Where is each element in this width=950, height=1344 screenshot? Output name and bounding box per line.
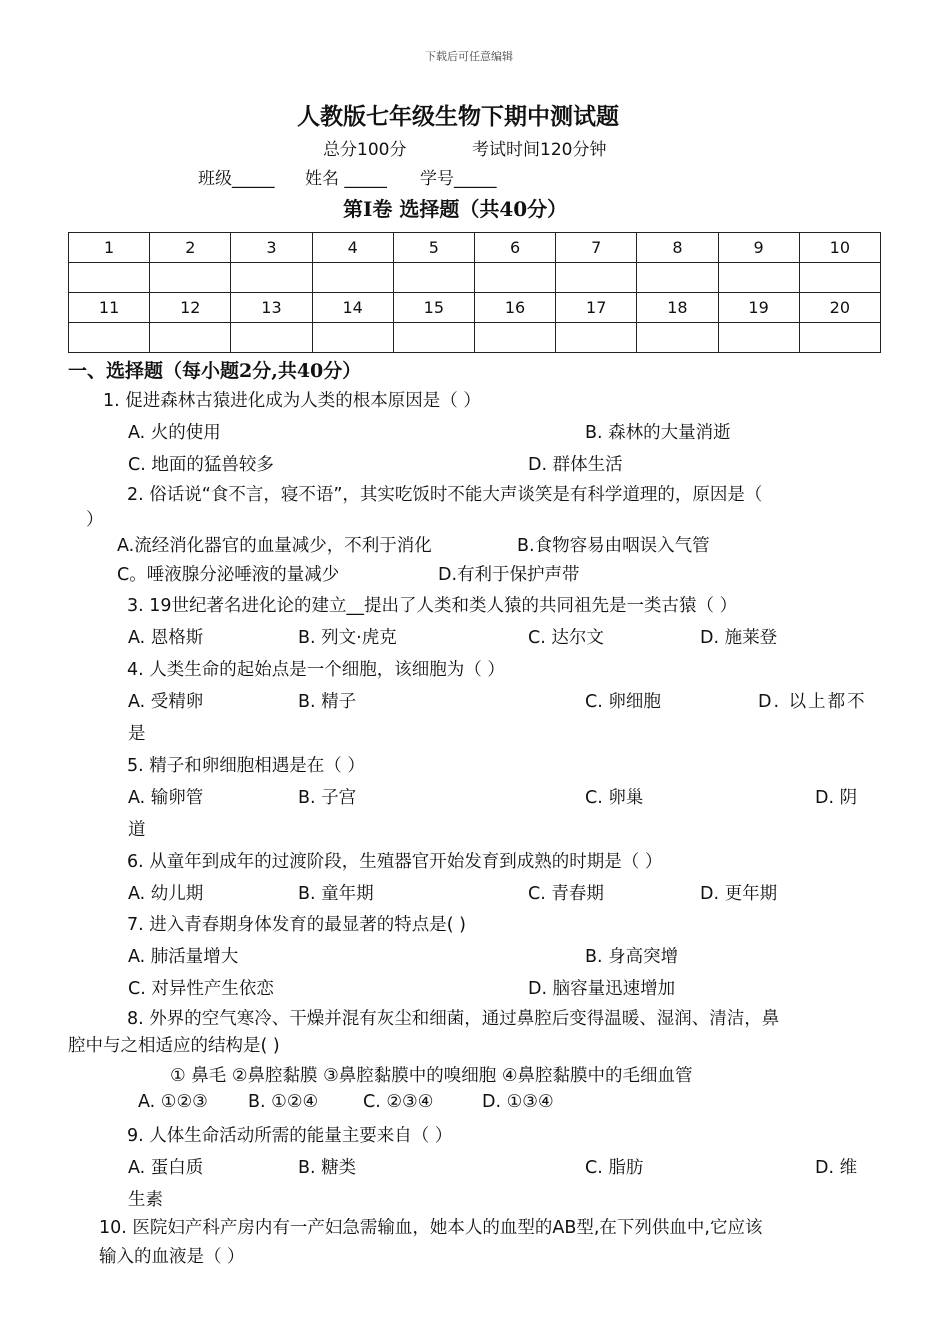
answer-row-blank — [69, 323, 881, 353]
option-d-cont: 道 — [128, 820, 146, 840]
option-b: B. 童年期 — [298, 884, 374, 904]
question-stem-cont: 腔中与之相适应的结构是( ) — [68, 1036, 280, 1056]
option-c: C. 对异性产生依恋 — [128, 979, 274, 999]
answer-cell: 9 — [718, 233, 799, 263]
option-a: A. 肺活量增大 — [128, 947, 239, 967]
question-stem: 9. 人体生命活动所需的能量主要来自（ ） — [127, 1126, 453, 1146]
option-a: A. 火的使用 — [128, 423, 221, 443]
option-c: C。唾液腺分泌唾液的量减少 — [117, 565, 340, 585]
option-c: C. 达尔文 — [528, 628, 604, 648]
answer-blank[interactable] — [393, 263, 474, 293]
question-stem: 6. 从童年到成年的过渡阶段，生殖器官开始发育到成熟的时期是（ ） — [127, 852, 663, 872]
question-stem-cont: ） — [86, 510, 104, 530]
question-stem: 7. 进入青春期身体发育的最显著的特点是( ) — [127, 915, 466, 935]
answer-row-numbers — [69, 293, 881, 323]
option-d: D. 脑容量迅速增加 — [528, 979, 676, 999]
question-stem: 8. 外界的空气寒冷、干燥并混有灰尘和细菌，通过鼻腔后变得温暖、湿润、清洁，鼻 — [127, 1009, 780, 1029]
option-a: A.流经消化器官的血量减少，不利于消化 — [117, 536, 432, 556]
option-d: D. 以上都不 — [758, 692, 867, 712]
answer-blank[interactable] — [556, 323, 637, 353]
option-c: C. ②③④ — [363, 1092, 434, 1112]
option-b: B. 森林的大量消逝 — [585, 423, 731, 443]
answer-blank[interactable] — [718, 263, 799, 293]
page-title: 人教版七年级生物下期中测试题 — [297, 103, 619, 130]
question-items: ① 鼻毛 ②鼻腔黏膜 ③鼻腔黏膜中的嗅细胞 ④鼻腔黏膜中的毛细血管 — [170, 1066, 693, 1086]
option-d: D. 施莱登 — [700, 628, 778, 648]
option-a: A. 受精卵 — [128, 692, 204, 712]
option-a: A. 蛋白质 — [128, 1158, 204, 1178]
option-b: B. 精子 — [298, 692, 357, 712]
answer-cell: 13 — [231, 293, 312, 323]
class-field: 班级_____ — [198, 169, 275, 189]
option-d-cont: 生素 — [128, 1190, 163, 1210]
option-c: C. 脂肪 — [585, 1158, 644, 1178]
option-a: A. 幼儿期 — [128, 884, 204, 904]
option-b: B.食物容易由咽误入气管 — [517, 536, 710, 556]
answer-cell: 14 — [312, 293, 393, 323]
option-b: B. ①②④ — [248, 1092, 319, 1112]
answer-cell: 19 — [718, 293, 799, 323]
answer-cell: 12 — [150, 293, 231, 323]
answer-cell: 2 — [150, 233, 231, 263]
answer-blank[interactable] — [474, 323, 555, 353]
answer-blank[interactable] — [799, 263, 880, 293]
part1-title: 第Ⅰ卷 选择题（共40分） — [343, 197, 568, 221]
answer-blank[interactable] — [231, 323, 312, 353]
option-a: A. ①②③ — [138, 1092, 208, 1112]
question-stem: 1. 促进森林古猿进化成为人类的根本原因是（ ） — [103, 391, 481, 411]
answer-blank[interactable] — [150, 263, 231, 293]
question-stem-cont: 输入的血液是（ ） — [99, 1247, 245, 1267]
option-d: D. 维 — [815, 1158, 858, 1178]
exam-time: 考试时间120分钟 — [472, 140, 607, 160]
option-b: B. 身高突增 — [585, 947, 679, 967]
answer-cell: 7 — [556, 233, 637, 263]
option-b: B. 子宫 — [298, 788, 357, 808]
option-b: B. 列文·虎克 — [298, 628, 397, 648]
answer-cell: 15 — [393, 293, 474, 323]
answer-blank[interactable] — [150, 323, 231, 353]
total-score: 总分100分 — [323, 140, 407, 160]
answer-blank[interactable] — [718, 323, 799, 353]
option-c: C. 青春期 — [528, 884, 604, 904]
name-field: 姓名 _____ — [305, 169, 387, 189]
answer-cell: 18 — [637, 293, 718, 323]
answer-blank[interactable] — [312, 263, 393, 293]
answer-cell: 17 — [556, 293, 637, 323]
answer-row-blank — [69, 263, 881, 293]
number-field: 学号_____ — [420, 169, 497, 189]
answer-table — [68, 232, 881, 353]
question-stem: 10. 医院妇产科产房内有一产妇急需输血，她本人的血型的AB型,在下列供血中,它应该 — [99, 1218, 763, 1238]
answer-cell: 16 — [474, 293, 555, 323]
answer-blank[interactable] — [637, 323, 718, 353]
answer-cell: 8 — [637, 233, 718, 263]
question-stem: 2. 俗话说“食不言，寝不语”，其实吃饭时不能大声谈笑是有科学道理的，原因是（ — [127, 485, 763, 505]
answer-cell: 10 — [799, 233, 880, 263]
answer-blank[interactable] — [69, 263, 150, 293]
answer-blank[interactable] — [231, 263, 312, 293]
answer-cell: 11 — [69, 293, 150, 323]
option-d: D. 更年期 — [700, 884, 778, 904]
option-c: C. 地面的猛兽较多 — [128, 455, 274, 475]
answer-blank[interactable] — [393, 323, 474, 353]
answer-blank[interactable] — [556, 263, 637, 293]
option-d: D. 群体生活 — [528, 455, 623, 475]
answer-cell: 6 — [474, 233, 555, 263]
option-a: A. 输卵管 — [128, 788, 204, 808]
question-stem: 5. 精子和卵细胞相遇是在（ ） — [127, 756, 365, 776]
answer-blank[interactable] — [637, 263, 718, 293]
option-b: B. 糖类 — [298, 1158, 357, 1178]
answer-blank[interactable] — [312, 323, 393, 353]
option-d: D. 阴 — [815, 788, 858, 808]
question-stem: 4. 人类生命的起始点是一个细胞，该细胞为（ ） — [127, 660, 505, 680]
option-c: C. 卵巢 — [585, 788, 644, 808]
answer-blank[interactable] — [799, 323, 880, 353]
option-a: A. 恩格斯 — [128, 628, 204, 648]
answer-cell: 5 — [393, 233, 474, 263]
answer-row-numbers — [69, 233, 881, 263]
section-heading: 一、选择题（每小题2分,共40分） — [68, 360, 362, 382]
answer-cell: 3 — [231, 233, 312, 263]
answer-blank[interactable] — [69, 323, 150, 353]
answer-cell: 1 — [69, 233, 150, 263]
answer-blank[interactable] — [474, 263, 555, 293]
question-stem: 3. 19世纪著名进化论的建立__提出了人类和类人猿的共同祖先是一类古猿（ ） — [127, 596, 738, 616]
option-d: D. ①③④ — [482, 1092, 554, 1112]
option-c: C. 卵细胞 — [585, 692, 661, 712]
option-d-cont: 是 — [128, 724, 146, 744]
answer-cell: 20 — [799, 293, 880, 323]
answer-cell: 4 — [312, 233, 393, 263]
header-note: 下载后可任意编辑 — [425, 50, 513, 63]
option-d: D.有利于保护声带 — [438, 565, 580, 585]
